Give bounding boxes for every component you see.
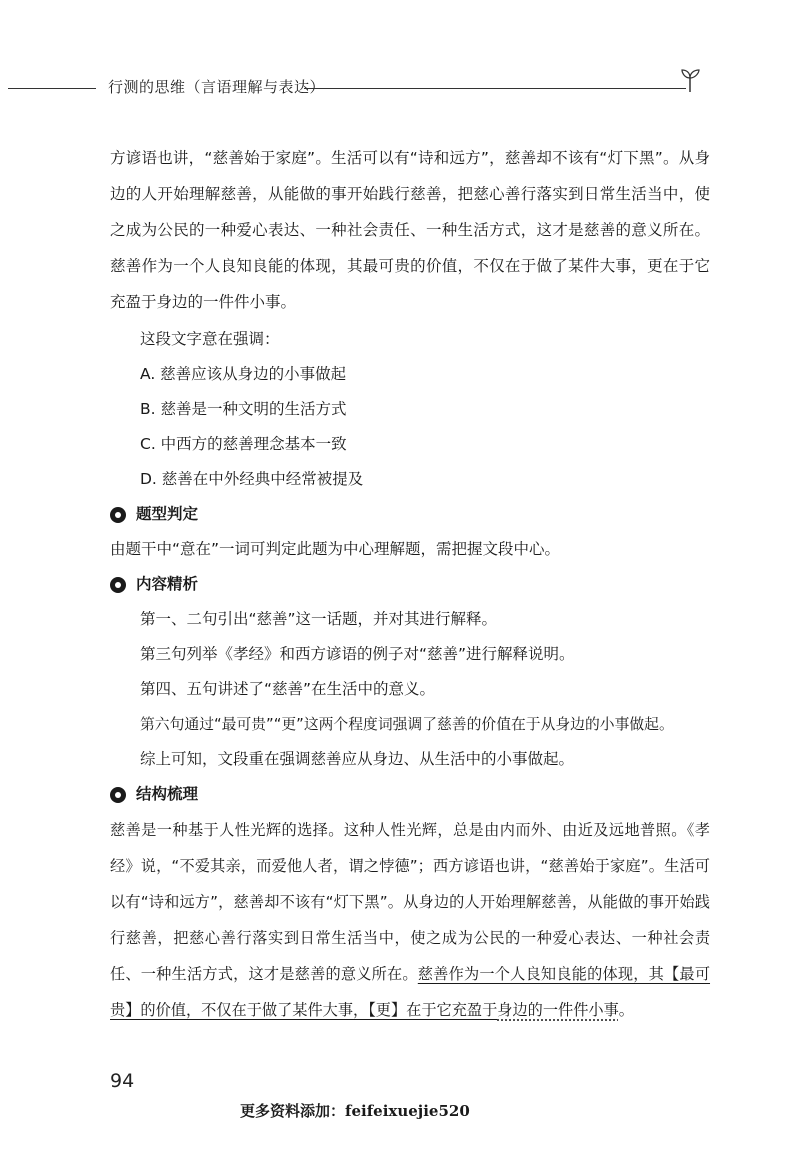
option-a: A. 慈善应该从身边的小事做起 xyxy=(140,365,347,383)
structure-text xyxy=(110,812,710,1028)
analysis-bullet-icon xyxy=(110,577,126,593)
header-title: 行测的思维（言语理解与表达） xyxy=(108,78,326,96)
content-line-2: 第三句列举《孝经》和西方谚语的例子对“慈善”进行解释说明。 xyxy=(140,645,575,663)
structure-text-end: 。 xyxy=(618,1001,634,1019)
page-content xyxy=(110,140,710,1028)
section-structure-heading xyxy=(110,777,710,812)
page-number: 94 xyxy=(110,1070,135,1092)
option-c: C. 中西方的慈善理念基本一致 xyxy=(140,435,347,453)
structure-text-dotted: 身边的一件件小事 xyxy=(497,1001,619,1019)
header-rule-left xyxy=(8,88,96,89)
option-b: B. 慈善是一种文明的生活方式 xyxy=(140,400,347,418)
content-line-5: 综上可知，文段重在强调慈善应从身边、从生活中的小事做起。 xyxy=(140,750,575,768)
footer-note: 更多资料添加：feifeixuejie520 xyxy=(240,1102,470,1120)
structure-bullet-icon xyxy=(110,787,126,803)
section-structure-title: 结构梳理 xyxy=(136,785,199,803)
content-line-3: 第四、五句讲述了“慈善”在生活中的意义。 xyxy=(140,680,436,698)
content-line-1: 第一、二句引出“慈善”这一话题，并对其进行解释。 xyxy=(140,610,498,628)
content-line-4: 第六句通过“最可贵”“更”这两个程度词强调了慈善的价值在于从身边的小事做起。 xyxy=(140,716,674,733)
structure-text-plain: 慈善是一种基于人性光辉的选择。这种人性光辉，总是由内而外、由近及远地普照。《孝经》说，“不爱其亲，而爱他人者，谓之悖德”；西方谚语也讲，“慈善始于家庭”。生活可以有“诗和远方”，慈善却不该有“灯下黑”。从身边的人开始理解慈善，从能做的事开始践行慈善，把慈心善行落实到日常生活当中，使之成为公民的一种爱心表达、一种社会责任、一种生活方式，这才是慈善的意义所在。 xyxy=(110,821,710,983)
sprout-icon xyxy=(676,66,704,94)
running-header xyxy=(0,72,800,102)
passage-text: 方谚语也讲，“慈善始于家庭”。生活可以有“诗和远方”，慈善却不该有“灯下黑”。从身边的人开始理解慈善，从能做的事开始践行慈善，把慈心善行落实到日常生活当中，使之成为公民的一种爱心表达、一种社会责任、一种生活方式，这才是慈善的意义所在。慈善作为一个人良知良能的体现，其最可贵的价值，不仅在于做了某件大事，更在于它充盈于身边的一件件小事。 xyxy=(110,149,710,311)
header-rule-right xyxy=(304,88,686,89)
option-d: D. 慈善在中外经典中经常被提及 xyxy=(140,470,364,488)
gear-bullet-icon xyxy=(110,507,126,523)
section-content-heading xyxy=(110,567,710,602)
structure-text-underlined: 慈善作为一个人良知良能的体现，其【最可贵】的价值，不仅在于做了某件大事，【更】在于它充盈于 xyxy=(110,965,711,1019)
section-content-title: 内容精析 xyxy=(136,575,199,593)
section-type-title: 题型判定 xyxy=(136,505,199,523)
section-type-text: 由题干中“意在”一词可判定此题为中心理解题，需把握文段中心。 xyxy=(110,540,561,558)
question-stem: 这段文字意在强调： xyxy=(140,330,280,348)
section-type-heading xyxy=(110,497,710,532)
